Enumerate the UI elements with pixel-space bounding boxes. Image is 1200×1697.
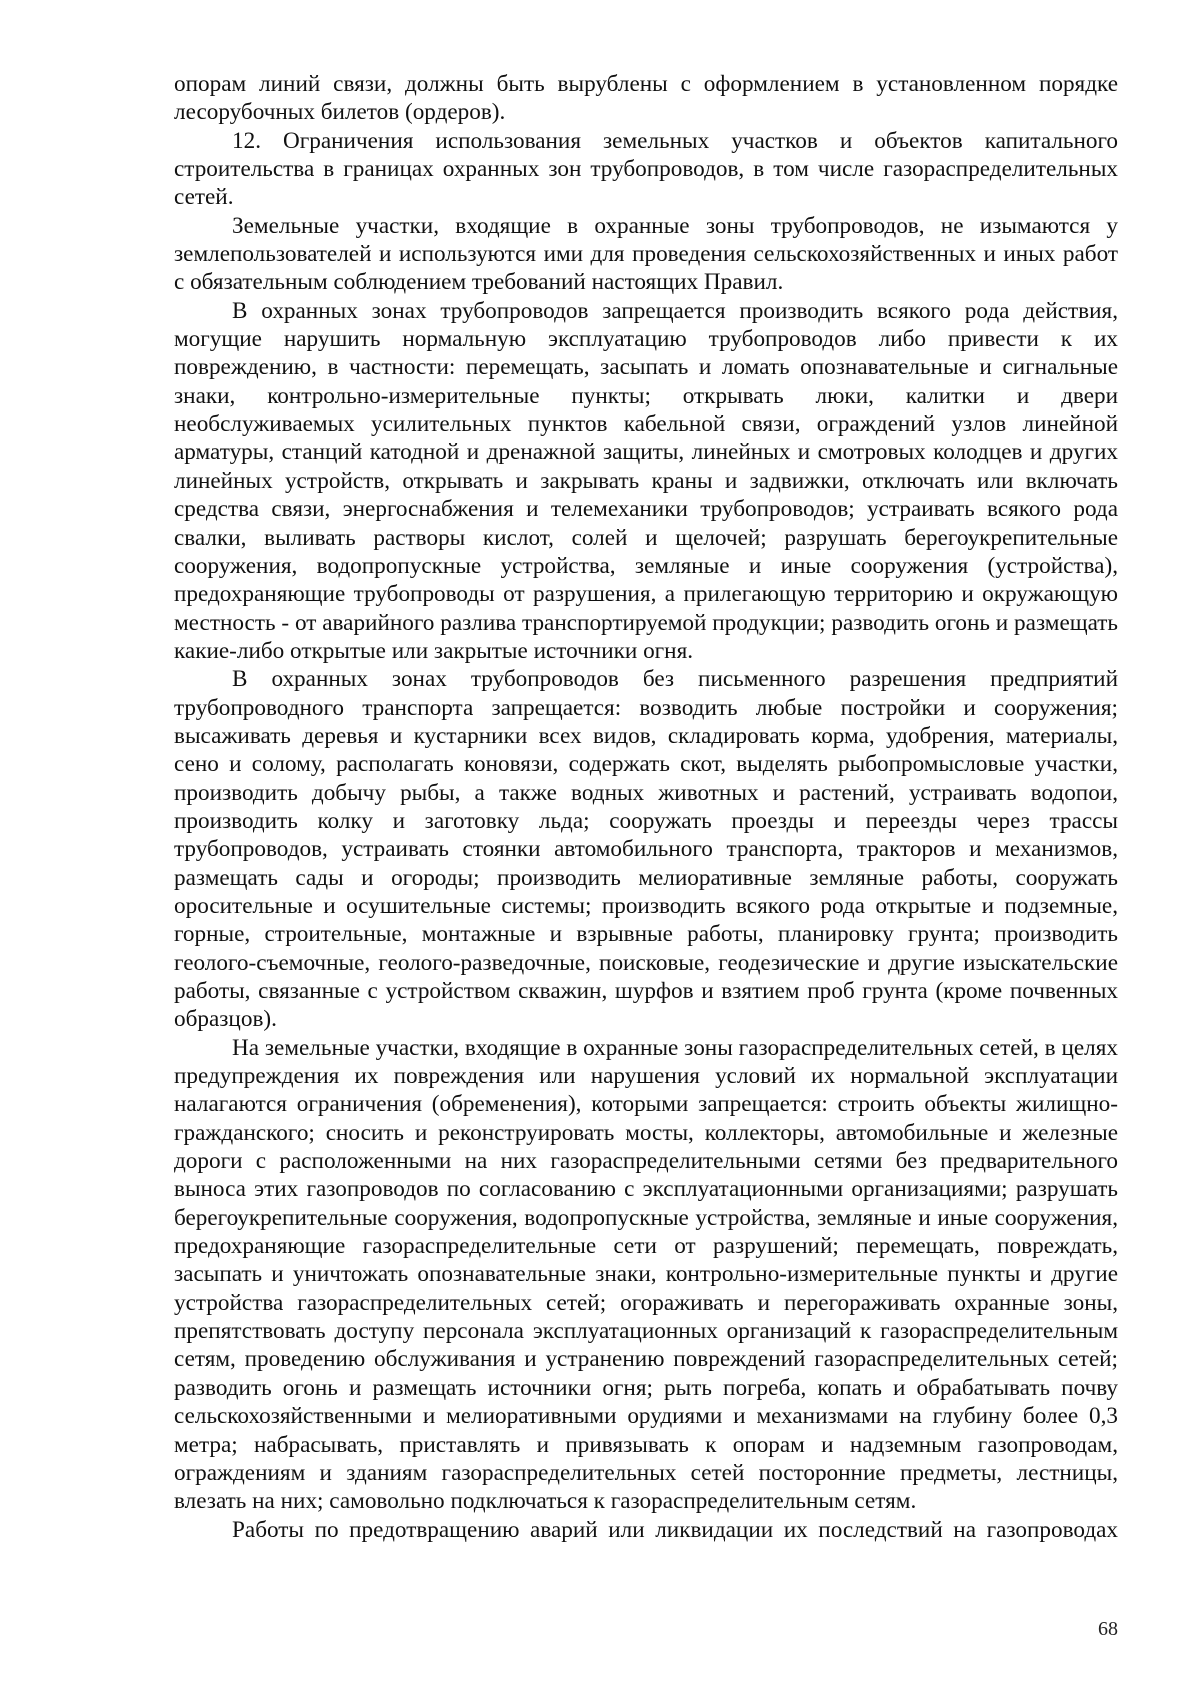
- paragraph-without-permission: В охранных зонах трубопроводов без письменного разрешения предприятий трубопроводного транспорта запрещается: возводить любые постройки и сооружения; высаживать деревья и кустарники всех видов, складировать корма, удобрения, материалы, сено и солому, располагать коновязи, содержать скот, выделять рыбопромысловые участки, производить добычу рыбы, а также водных животных и растений, устраивать водопои, производить колку и заготовку льда; сооружать проезды и переезды через трассы трубопроводов, устраивать стоянки автомобильного транспорта, тракторов и механизмов, размещать сады и огороды; производить мелиоративные земляные работы, сооружать оросительные и осушительные системы; производить всякого рода открытые и подземные, горные, строительные, монтажные и взрывные работы, планировку грунта; производить геолого-съемочные, геолого-разведочные, поисковые, геодезические и другие изыскательские работы, связанные с устройством скважин, шурфов и взятием проб грунта (кроме почвенных образцов).: [174, 666, 1118, 1033]
- paragraph-gas-network-restrictions: На земельные участки, входящие в охранные зоны газораспределительных сетей, в целях предупреждения их повреждения или нарушения условий их нормальной эксплуатации налагаются ограничения (обременения), которыми запрещается: строить объекты жилищно-гражданского; сносить и реконструировать мосты, коллекторы, автомобильные и железные дороги с расположенными на них газораспределительными сетями без предварительного выноса этих газопроводов по согласованию с эксплуатационными организациями; разрушать берегоукрепительные сооружения, водопропускные устройства, земляные и иные сооружения, предохраняющие газораспределительные сети от разрушений; перемещать, повреждать, засыпать и уничтожать опознавательные знаки, контрольно-измерительные пункты и другие устройства газораспределительных сетей; огораживать и перегораживать охранные зоны, препятствовать доступу персонала эксплуатационных организаций к газораспределительным сетям, проведению обслуживания и устранению повреждений газораспределительных сетей; разводить огонь и размещать источники огня; рыть погреба, копать и обрабатывать почву сельскохозяйственными и мелиоративными орудиями и механизмами на глубину более 0,3 метра; набрасывать, приставлять и привязывать к опорам и надземным газопроводам, ограждениям и зданиям газораспределительных сетей посторонние предметы, лестницы, влезать на них; самовольно подключаться к газораспределительным сетям.: [174, 1034, 1118, 1515]
- paragraph-continuation: опорам линий связи, должны быть вырублены с оформлением в установленном порядке лесорубочных билетов (ордеров).: [174, 71, 1118, 126]
- paragraph-prohibited-actions: В охранных зонах трубопроводов запрещается производить всякого рода действия, могущие нарушить нормальную эксплуатацию трубопроводов либо привести к их повреждению, в частности: перемещать, засыпать и ломать опознавательные и сигнальные знаки, контрольно-измерительные пункты; открывать люки, калитки и двери необслуживаемых усилительных пунктов кабельной связи, ограждений узлов линейной арматуры, станций катодной и дренажной защиты, линейных и смотровых колодцев и других линейных устройств, открывать и закрывать краны и задвижки, отключать или включать средства связи, энергоснабжения и телемеханики трубопроводов; устраивать всякого рода свалки, выливать растворы кислот, солей и щелочей; разрушать берегоукрепительные сооружения, водопропускные устройства, земляные и иные сооружения (устройства), предохраняющие трубопроводы от разрушения, а прилегающую территорию и окружающую местность - от аварийного разлива транспортируемой продукции; разводить огонь и размещать какие-либо открытые или закрытые источники огня.: [174, 297, 1118, 664]
- paragraph-land-plots: Земельные участки, входящие в охранные зоны трубопроводов, не изымаются у землепользователей и используются ими для проведения сельскохозяйственных и иных работ с обязательным соблюдением требований настоящих Правил.: [174, 212, 1118, 296]
- page-number: 68: [1098, 1618, 1118, 1640]
- section-heading-12: 12. Ограничения использования земельных участков и объектов капитального строительства в границах охранных зон трубопроводов, в том числе газораспределительных сетей.: [174, 127, 1118, 211]
- document-body: [174, 70, 1118, 1544]
- paragraph-accident-prevention: Работы по предотвращению аварий или ликвидации их последствий на газопроводах: [232, 1516, 1118, 1543]
